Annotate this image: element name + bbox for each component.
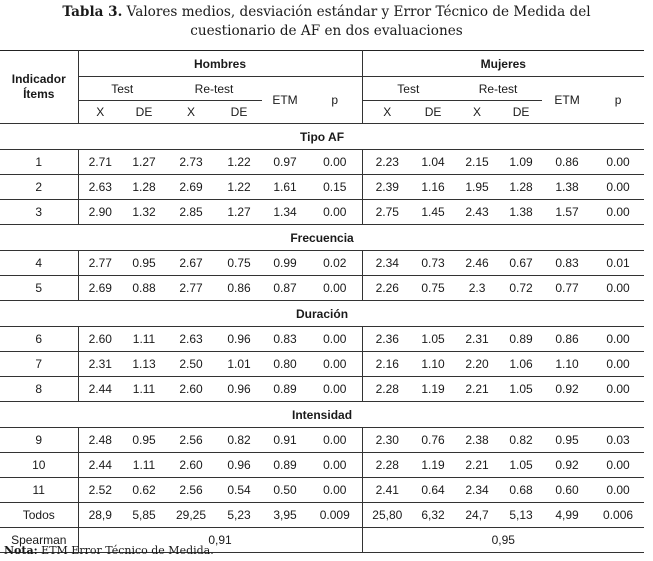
table-row [0, 478, 644, 503]
table-cell: 2.43 [454, 200, 500, 225]
item-number: 7 [0, 352, 78, 377]
table-cell: 0.95 [122, 251, 166, 276]
table-cell: 2.69 [78, 276, 122, 301]
caption-label: Tabla 3. [62, 4, 123, 20]
table-cell: 2.46 [454, 251, 500, 276]
table-cell: 0.72 [500, 276, 542, 301]
todos-cell: 25,80 [362, 503, 412, 528]
table-cell: 2.38 [454, 428, 500, 453]
caption-line-2: cuestionario de AF en dos evaluaciones [190, 23, 463, 39]
table-cell: 0.01 [592, 251, 644, 276]
table-cell: 0.00 [308, 352, 362, 377]
table-cell: 1.19 [412, 377, 454, 402]
table-cell: 0.91 [262, 428, 308, 453]
table-cell: 0.00 [592, 200, 644, 225]
table-cell: 0.82 [500, 428, 542, 453]
table-cell: 0.89 [500, 327, 542, 352]
table-cell: 2.60 [166, 377, 216, 402]
table-cell: 0.86 [216, 276, 262, 301]
spearman-hombres: 0,91 [78, 528, 362, 553]
section-header-row [0, 402, 644, 428]
table-cell: 0.82 [216, 428, 262, 453]
table-cell: 2.30 [362, 428, 412, 453]
table-cell: 2.63 [78, 175, 122, 200]
table-cell: 0.00 [592, 327, 644, 352]
table-cell: 0.15 [308, 175, 362, 200]
table-cell: 2.77 [166, 276, 216, 301]
table-cell: 0.73 [412, 251, 454, 276]
table-cell: 1.01 [216, 352, 262, 377]
table-cell: 0.00 [308, 453, 362, 478]
table-cell: 2.60 [166, 453, 216, 478]
hombres-retest-x-header: X [166, 101, 216, 124]
table-cell: 0.00 [308, 428, 362, 453]
table-cell: 0.00 [592, 175, 644, 200]
table-cell: 0.54 [216, 478, 262, 503]
table-cell: 2.85 [166, 200, 216, 225]
table-row [0, 428, 644, 453]
item-number: 2 [0, 175, 78, 200]
table-cell: 1.32 [122, 200, 166, 225]
table-cell: 2.39 [362, 175, 412, 200]
todos-cell: 5,23 [216, 503, 262, 528]
table-cell: 2.67 [166, 251, 216, 276]
table-cell: 1.05 [412, 327, 454, 352]
table-cell: 1.10 [542, 352, 592, 377]
table-cell: 0.00 [592, 478, 644, 503]
table-cell: 0.96 [216, 377, 262, 402]
table-cell: 0.89 [262, 377, 308, 402]
table-cell: 0.96 [216, 327, 262, 352]
table-cell: 2.31 [454, 327, 500, 352]
table-cell: 2.36 [362, 327, 412, 352]
table-row [0, 352, 644, 377]
table-cell: 2.31 [78, 352, 122, 377]
section-header-row [0, 124, 644, 150]
table-note [4, 544, 214, 557]
table-row [0, 251, 644, 276]
table-cell: 2.56 [166, 478, 216, 503]
table-cell: 2.60 [78, 327, 122, 352]
table-cell: 0.86 [542, 150, 592, 175]
table-cell: 1.11 [122, 377, 166, 402]
hombres-test-de-header: DE [122, 101, 166, 124]
table-row [0, 150, 644, 175]
section-title: Tipo AF [0, 124, 644, 150]
table-cell: 2.15 [454, 150, 500, 175]
table-body [0, 51, 644, 553]
table-cell: 0.00 [308, 327, 362, 352]
table-cell: 2.44 [78, 453, 122, 478]
table-cell: 0.00 [308, 276, 362, 301]
mujeres-retest-header: Re-test [454, 77, 542, 101]
header-row-tests [0, 77, 644, 101]
table-cell: 0.00 [308, 478, 362, 503]
mujeres-header: Mujeres [362, 51, 644, 77]
table-cell: 0.00 [308, 200, 362, 225]
table-cell: 1.09 [500, 150, 542, 175]
table-cell: 0.83 [542, 251, 592, 276]
table-cell: 1.27 [122, 150, 166, 175]
section-title: Duración [0, 301, 644, 327]
table-cell: 1.11 [122, 453, 166, 478]
table-row [0, 453, 644, 478]
item-number: 9 [0, 428, 78, 453]
hombres-retest-header: Re-test [166, 77, 262, 101]
table-cell: 0.77 [542, 276, 592, 301]
mujeres-test-header: Test [362, 77, 454, 101]
table-cell: 0.64 [412, 478, 454, 503]
table-cell: 0.60 [542, 478, 592, 503]
table-cell: 0.00 [308, 377, 362, 402]
table-row [0, 327, 644, 352]
item-number: 11 [0, 478, 78, 503]
table-cell: 0.03 [592, 428, 644, 453]
table-cell: 1.05 [500, 453, 542, 478]
table-cell: 2.3 [454, 276, 500, 301]
hombres-retest-de-header: DE [216, 101, 262, 124]
table-cell: 1.10 [412, 352, 454, 377]
caption-title-part-1: Valores medios, desviación estándar y Error Técnico de Medida del [122, 4, 591, 20]
item-number: 1 [0, 150, 78, 175]
table-cell: 1.34 [262, 200, 308, 225]
hombres-header: Hombres [78, 51, 362, 77]
todos-cell: 5,13 [500, 503, 542, 528]
table-cell: 2.52 [78, 478, 122, 503]
table-cell: 1.13 [122, 352, 166, 377]
table-cell: 2.73 [166, 150, 216, 175]
table-caption [0, 3, 653, 41]
table-cell: 0.87 [262, 276, 308, 301]
todos-cell: 3,95 [262, 503, 308, 528]
todos-cell: 4,99 [542, 503, 592, 528]
item-number: 10 [0, 453, 78, 478]
section-title: Frecuencia [0, 225, 644, 251]
table-cell: 0.95 [542, 428, 592, 453]
table-cell: 2.77 [78, 251, 122, 276]
mujeres-test-de-header: DE [412, 101, 454, 124]
table-cell: 2.16 [362, 352, 412, 377]
table-cell: 2.48 [78, 428, 122, 453]
table-cell: 0.00 [592, 453, 644, 478]
table-cell: 0.89 [262, 453, 308, 478]
spearman-label: Spearman [0, 528, 78, 553]
todos-cell: 0.009 [308, 503, 362, 528]
item-number: 3 [0, 200, 78, 225]
section-header-row [0, 301, 644, 327]
table-cell: 0.00 [592, 352, 644, 377]
table-cell: 1.05 [500, 377, 542, 402]
table-cell: 2.90 [78, 200, 122, 225]
table-cell: 0.02 [308, 251, 362, 276]
section-title: Intensidad [0, 402, 644, 428]
mujeres-retest-de-header: DE [500, 101, 542, 124]
note-text: ETM Error Técnico de Medida. [37, 544, 214, 557]
table-cell: 1.19 [412, 453, 454, 478]
caption-line-1 [0, 3, 653, 22]
table-cell: 1.38 [542, 175, 592, 200]
table-cell: 2.75 [362, 200, 412, 225]
table-row [0, 276, 644, 301]
table-cell: 0.00 [592, 377, 644, 402]
table-cell: 2.26 [362, 276, 412, 301]
table-cell: 1.61 [262, 175, 308, 200]
table-cell: 1.38 [500, 200, 542, 225]
note-label: Nota: [4, 544, 38, 557]
indicador-header [0, 51, 78, 124]
todos-label: Todos [0, 503, 78, 528]
table-cell: 1.04 [412, 150, 454, 175]
table-cell: 0.99 [262, 251, 308, 276]
table-cell: 0.83 [262, 327, 308, 352]
mujeres-p-header: p [592, 77, 644, 124]
table-cell: 1.95 [454, 175, 500, 200]
table-cell: 0.62 [122, 478, 166, 503]
results-table [0, 50, 644, 553]
table-row [0, 377, 644, 402]
table-cell: 0.75 [412, 276, 454, 301]
table-cell: 0.50 [262, 478, 308, 503]
table-cell: 0.68 [500, 478, 542, 503]
todos-cell: 6,32 [412, 503, 454, 528]
table-cell: 2.21 [454, 453, 500, 478]
todos-cell: 29,25 [166, 503, 216, 528]
table-cell: 2.28 [362, 453, 412, 478]
table-cell: 1.28 [500, 175, 542, 200]
indicador-label: Indicador [11, 72, 66, 86]
table-cell: 2.44 [78, 377, 122, 402]
table-cell: 2.50 [166, 352, 216, 377]
mujeres-test-x-header: X [362, 101, 412, 124]
table-cell: 1.22 [216, 175, 262, 200]
table-cell: 2.34 [454, 478, 500, 503]
table-row [0, 175, 644, 200]
table-cell: 2.56 [166, 428, 216, 453]
items-label: Ítems [23, 87, 55, 101]
table-cell: 0.96 [216, 453, 262, 478]
table-cell: 0.00 [308, 150, 362, 175]
table-cell: 1.28 [122, 175, 166, 200]
table-cell: 0.97 [262, 150, 308, 175]
hombres-etm-header: ETM [262, 77, 308, 124]
todos-cell: 28,9 [78, 503, 122, 528]
mujeres-etm-header: ETM [542, 77, 592, 124]
hombres-test-header: Test [78, 77, 166, 101]
table-cell: 0.88 [122, 276, 166, 301]
table-cell: 0.92 [542, 377, 592, 402]
table-cell: 2.21 [454, 377, 500, 402]
table-cell: 0.95 [122, 428, 166, 453]
table-cell: 0.76 [412, 428, 454, 453]
table-cell: 2.41 [362, 478, 412, 503]
todos-cell: 24,7 [454, 503, 500, 528]
table-cell: 2.23 [362, 150, 412, 175]
todos-cell: 5,85 [122, 503, 166, 528]
table-cell: 2.20 [454, 352, 500, 377]
item-number: 8 [0, 377, 78, 402]
header-row-groups [0, 51, 644, 77]
item-number: 5 [0, 276, 78, 301]
table-cell: 2.34 [362, 251, 412, 276]
table-cell: 1.27 [216, 200, 262, 225]
spearman-mujeres: 0,95 [362, 528, 644, 553]
table-cell: 0.00 [592, 150, 644, 175]
mujeres-retest-x-header: X [454, 101, 500, 124]
table-cell: 2.63 [166, 327, 216, 352]
table-cell: 0.86 [542, 327, 592, 352]
table-cell: 2.71 [78, 150, 122, 175]
table-cell: 0.80 [262, 352, 308, 377]
table-cell: 1.06 [500, 352, 542, 377]
item-number: 6 [0, 327, 78, 352]
todos-cell: 0.006 [592, 503, 644, 528]
table-cell: 2.28 [362, 377, 412, 402]
table-cell: 0.67 [500, 251, 542, 276]
table-cell: 1.45 [412, 200, 454, 225]
hombres-test-x-header: X [78, 101, 122, 124]
item-number: 4 [0, 251, 78, 276]
table-cell: 0.92 [542, 453, 592, 478]
table-cell: 1.16 [412, 175, 454, 200]
hombres-p-header: p [308, 77, 362, 124]
table-cell: 0.75 [216, 251, 262, 276]
table-row [0, 200, 644, 225]
table-cell: 1.11 [122, 327, 166, 352]
table-cell: 1.57 [542, 200, 592, 225]
section-header-row [0, 225, 644, 251]
table-cell: 1.22 [216, 150, 262, 175]
todos-row [0, 503, 644, 528]
table-cell: 2.69 [166, 175, 216, 200]
table-cell: 0.00 [592, 276, 644, 301]
